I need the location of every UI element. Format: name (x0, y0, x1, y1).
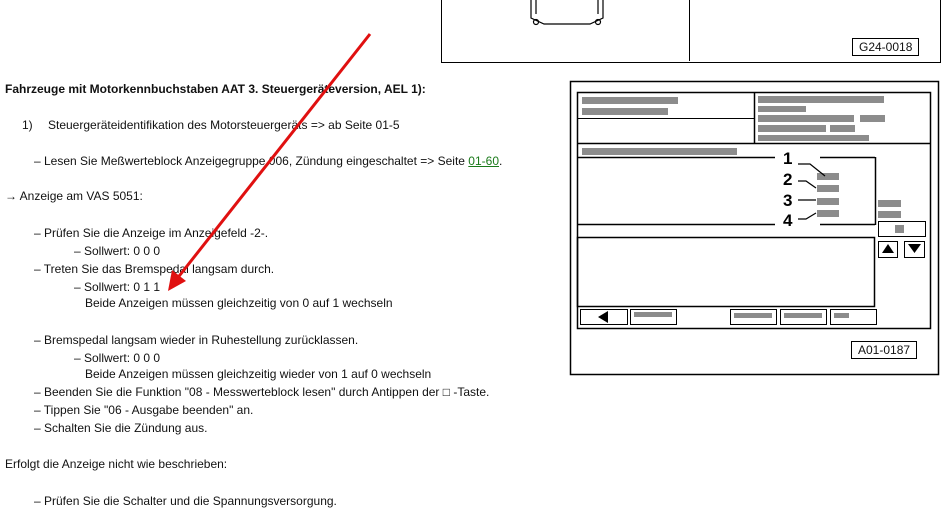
footnote-number: 1) (22, 118, 33, 132)
footnote-text: Steuergeräteidentifikation des Motorsteuergeräts => ab Seite 01-5 (48, 118, 400, 132)
step-end-function: – Beenden Sie die Funktion "08 - Messwerteblock lesen" durch Antippen der □ -Taste. (34, 385, 490, 399)
step-read-text: – Lesen Sie Meßwerteblock Anzeigegruppe 006, Zündung eingeschaltet => Seite (34, 154, 469, 168)
setpoint-3: – Sollwert: 0 0 0 (74, 351, 161, 365)
setpoint-1: – Sollwert: 0 0 0 (74, 244, 161, 258)
step-check-field: – Prüfen Sie die Anzeige im Anzeigefeld -2-. (34, 226, 269, 240)
step-end-output: – Tippen Sie "06 - Ausgabe beenden" an. (34, 403, 254, 417)
figure-top-ref: G24-0018 (852, 38, 919, 56)
note-change-1-0: Beide Anzeigen müssen gleichzeitig wieder von 1 auf 0 wechseln (85, 367, 432, 381)
not-as-described: Erfolgt die Anzeige nicht wie beschrieben: (5, 457, 228, 471)
step-release-brake: – Bremspedal langsam wieder in Ruhestellung zurücklassen. (34, 333, 359, 347)
callout-4: 4 (783, 211, 793, 230)
step-ignition-off: – Schalten Sie die Zündung aus. (34, 421, 208, 435)
callout-3: 3 (783, 191, 793, 210)
callout-1: 1 (783, 149, 793, 168)
step-press-brake: – Treten Sie das Bremspedal langsam durch. (34, 262, 275, 276)
note-change-0-1: Beide Anzeigen müssen gleichzeitig von 0 auf 1 wechseln (85, 296, 393, 310)
display-note: → Anzeige am VAS 5051: (5, 189, 143, 203)
figure-vas-ref: A01-0187 (851, 341, 917, 359)
step-check-switch: – Prüfen Sie die Schalter und die Spannungsversorgung. (34, 494, 337, 508)
page-link-01-60[interactable]: 01-60 (468, 154, 499, 168)
step-read-suffix: . (499, 154, 503, 168)
callout-2: 2 (783, 170, 793, 189)
setpoint-2: – Sollwert: 0 1 1 (74, 280, 161, 294)
heading: Fahrzeuge mit Motorkennbuchstaben AAT 3. Steuergeräteversion, AEL 1): (5, 82, 426, 96)
